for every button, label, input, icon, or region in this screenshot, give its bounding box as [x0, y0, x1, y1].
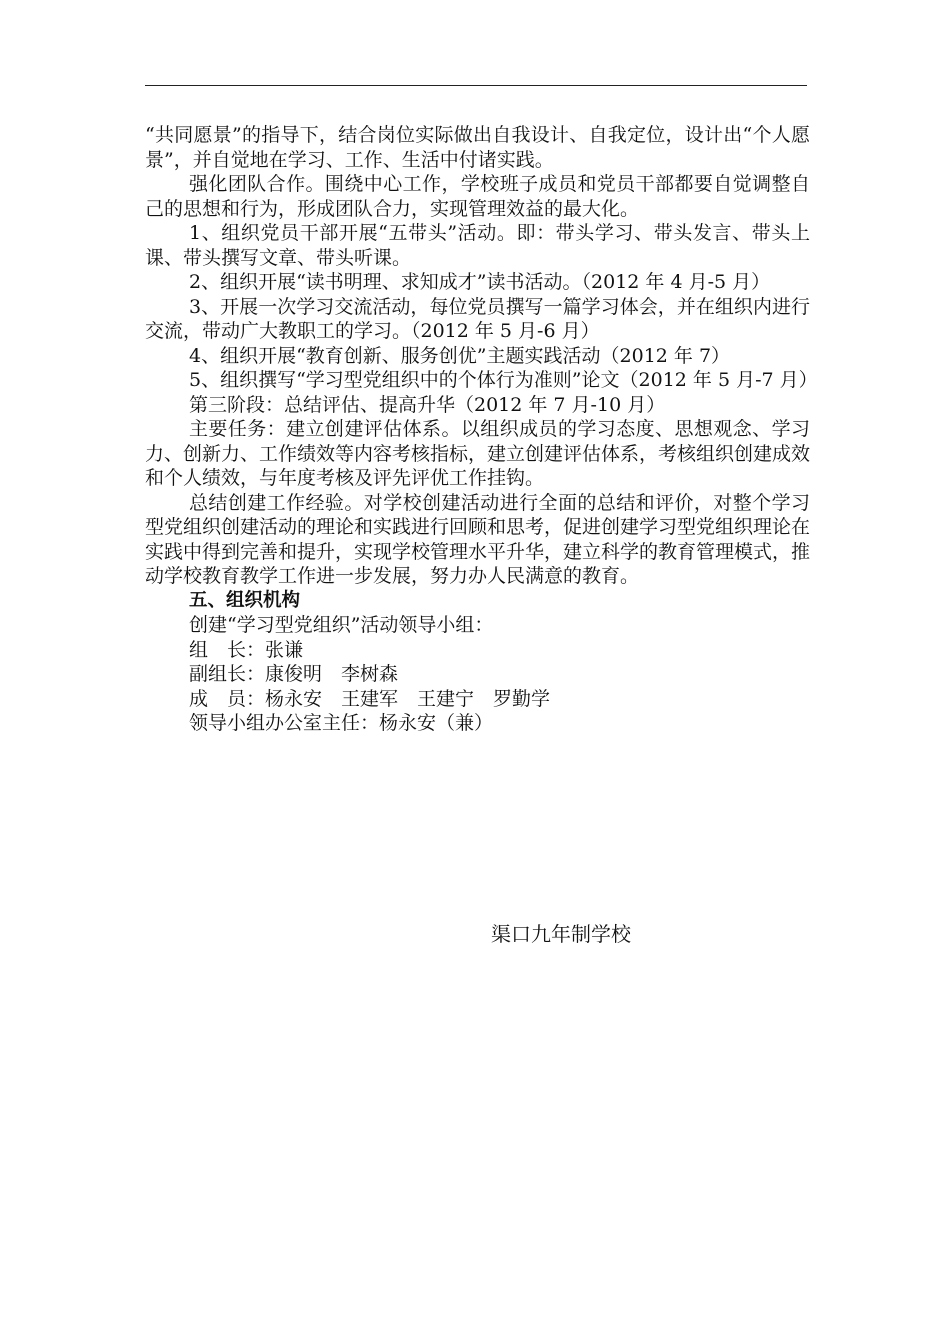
- paragraph-teamwork: 强化团队合作。围绕中心工作，学校班子成员和党员干部都要自觉调整自己的思想和行为，形成团队合力，实现管理效益的最大化。: [145, 173, 810, 220]
- section-heading: 五、组织机构: [189, 589, 301, 611]
- member-staff: 成 员：杨永安 王建军 王建宁 罗勤学: [189, 687, 551, 710]
- paragraph-stage-three: 第三阶段：总结评估、提高升华（2012 年 7 月-10 月）: [189, 393, 666, 416]
- member-deputy: 副组长：康俊明 李树森: [189, 663, 399, 685]
- paragraph-item-3: 3、开展一次学习交流活动，每位党员撰写一篇学习体会，并在组织内进行交流，带动广大教职工的学习。（2012 年 5 月-6 月）: [145, 295, 810, 342]
- member-leader: 组 长：张谦: [189, 638, 304, 661]
- member-office: 领导小组办公室主任：杨永安（兼）: [189, 712, 494, 734]
- paragraph-summary: 总结创建工作经验。对学校创建活动进行全面的总结和评价，对整个学习型党组织创建活动的理论和实践进行回顾和思考，促进创建学习型党组织理论在实践中得到完善和提升，实现学校管理水平升华，建立科学的教育管理模式，推动学校教育教学工作进一步发展，努力办人民满意的教育。: [145, 491, 811, 587]
- document-body: [145, 123, 818, 736]
- paragraph-main-tasks: 主要任务：建立创建评估体系。以组织成员的学习态度、思想观念、学习力、创新力、工作绩效等内容考核指标，建立创建评估体系，考核组织创建成效和个人绩效，与年度考核及评先评优工作挂钩。: [145, 418, 811, 489]
- paragraph-item-1: 1、组织党员干部开展“五带头”活动。即：带头学习、带头发言、带头上课、带头撰写文章、带头听课。: [145, 222, 810, 269]
- paragraph-item-5: 5、组织撰写“学习型党组织中的个体行为准则”论文（2012 年 5 月-7 月）: [189, 369, 818, 391]
- group-title: 创建“学习型党组织”活动领导小组：: [189, 614, 494, 636]
- header-rule: [145, 85, 807, 86]
- paragraph-item-4: 4、组织开展“教育创新、服务创优”主题实践活动（2012 年 7）: [189, 344, 731, 367]
- paragraph-shared-vision: “共同愿景”的指导下，结合岗位实际做出自我设计、自我定位，设计出“个人愿景”，并自觉地在学习、工作、生活中付诸实践。: [145, 124, 810, 171]
- paragraph-item-2: 2、组织开展“读书明理、求知成才”读书活动。（2012 年 4 月-5 月）: [189, 271, 771, 293]
- signature-school: 渠口九年制学校: [491, 922, 631, 946]
